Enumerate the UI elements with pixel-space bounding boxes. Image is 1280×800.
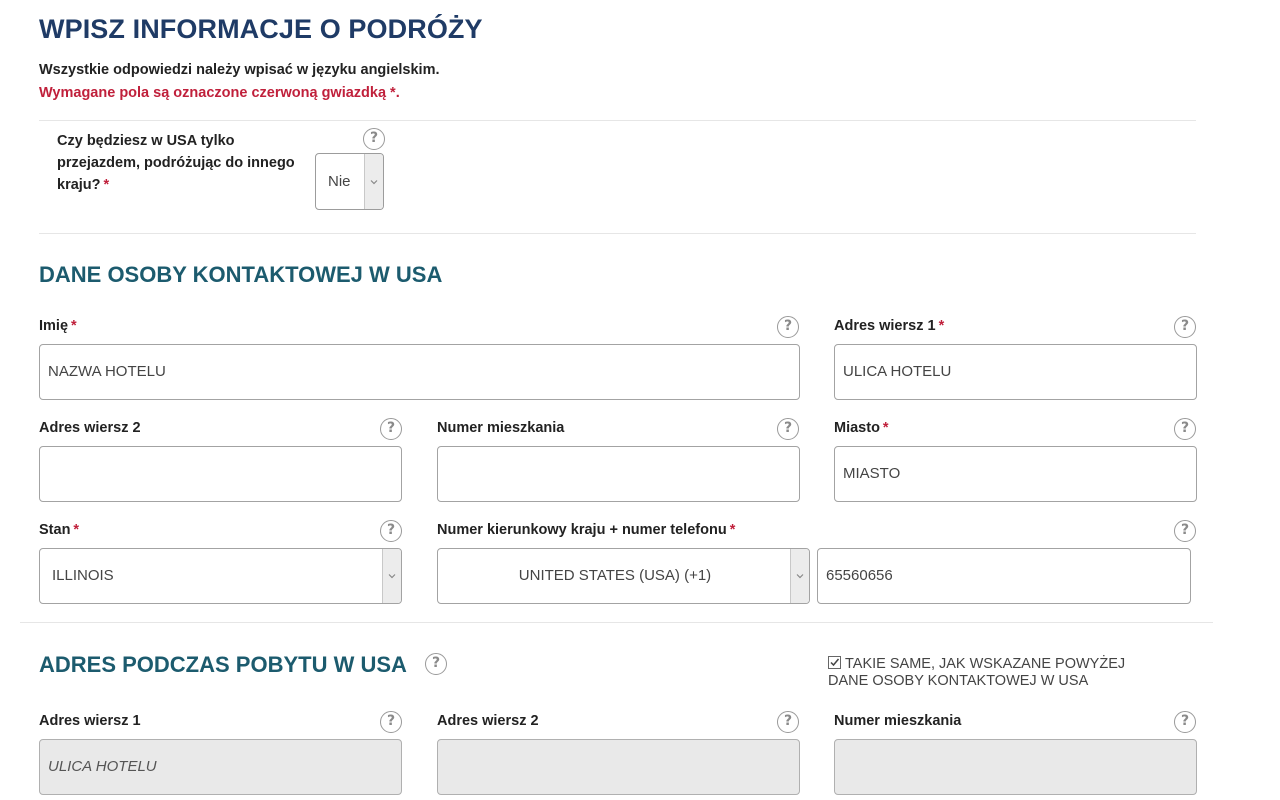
contact-address2-input[interactable] [39,446,402,502]
divider [20,622,1213,623]
help-icon[interactable]: ? [380,520,402,542]
stay-address2-label: Adres wiersz 2 [437,713,539,729]
checkbox-checked-icon[interactable] [828,656,841,669]
contact-address2-label: Adres wiersz 2 [39,420,141,436]
stay-apartment-label: Numer mieszkania [834,713,962,729]
required-star: * [882,420,889,436]
contact-phone-country-select[interactable] [437,548,810,604]
contact-state-label: Stan * [39,522,80,538]
required-star: * [729,522,736,538]
contact-section-title: DANE OSOBY KONTAKTOWEJ W USA [39,262,443,287]
transit-question-label: Czy będziesz w USA tylko przejazdem, podróżując do innego kraju? * [57,133,295,193]
page-title: WPISZ INFORMACJE O PODRÓŻY [39,14,483,44]
same-as-label-line1: TAKIE SAME, JAK WSKAZANE POWYŻEJ [845,656,1126,672]
intro-text: Wszystkie odpowiedzi należy wpisać w języku angielskim. [39,62,440,78]
same-as-contact-checkbox[interactable] [828,656,1168,690]
stay-address2-input [437,739,800,795]
contact-address1-input[interactable]: ULICA HOTELU [834,344,1197,400]
help-icon[interactable]: ? [425,653,447,675]
help-icon[interactable]: ? [777,418,799,440]
contact-apartment-input[interactable] [437,446,800,502]
help-icon[interactable]: ? [1174,418,1196,440]
required-star: * [103,177,110,193]
contact-apartment-label: Numer mieszkania [437,420,565,436]
required-star: * [73,522,80,538]
stay-address1-label: Adres wiersz 1 [39,713,141,729]
help-icon[interactable]: ? [777,711,799,733]
contact-city-label: Miasto * [834,420,889,436]
divider [39,120,1196,121]
help-icon[interactable]: ? [1174,520,1196,542]
contact-address1-label: Adres wiersz 1 * [834,318,945,334]
stay-apartment-input [834,739,1197,795]
transit-select[interactable] [315,153,384,210]
help-icon[interactable]: ? [380,711,402,733]
chevron-down-icon [790,549,809,603]
contact-name-label: Imię * [39,318,77,334]
required-note: Wymagane pola są oznaczone czerwoną gwiazdką *. [39,85,400,101]
required-star: * [938,318,945,334]
chevron-down-icon [364,154,383,209]
help-icon[interactable]: ? [1174,316,1196,338]
contact-phone-number-input[interactable]: 65560656 [817,548,1191,604]
contact-phone-label: Numer kierunkowy kraju + numer telefonu * [437,522,736,538]
stay-section-title: ADRES PODCZAS POBYTU W USA [39,652,407,677]
help-icon[interactable]: ? [1174,711,1196,733]
same-as-label-line2: DANE OSOBY KONTAKTOWEJ W USA [828,673,1089,689]
contact-city-input[interactable]: MIASTO [834,446,1197,502]
chevron-down-icon [382,549,401,603]
contact-name-input[interactable]: NAZWA HOTELU [39,344,800,400]
contact-state-select[interactable] [39,548,402,604]
help-icon[interactable]: ? [380,418,402,440]
contact-phone-country-value: UNITED STATES (USA) (+1) [518,567,712,584]
divider [39,233,1196,234]
help-icon[interactable]: ? [777,316,799,338]
contact-state-value: ILLINOIS [52,567,114,584]
required-star: * [71,318,77,334]
help-icon[interactable]: ? [363,128,385,150]
stay-address1-input: ULICA HOTELU [39,739,402,795]
transit-select-value: Nie [328,173,351,190]
